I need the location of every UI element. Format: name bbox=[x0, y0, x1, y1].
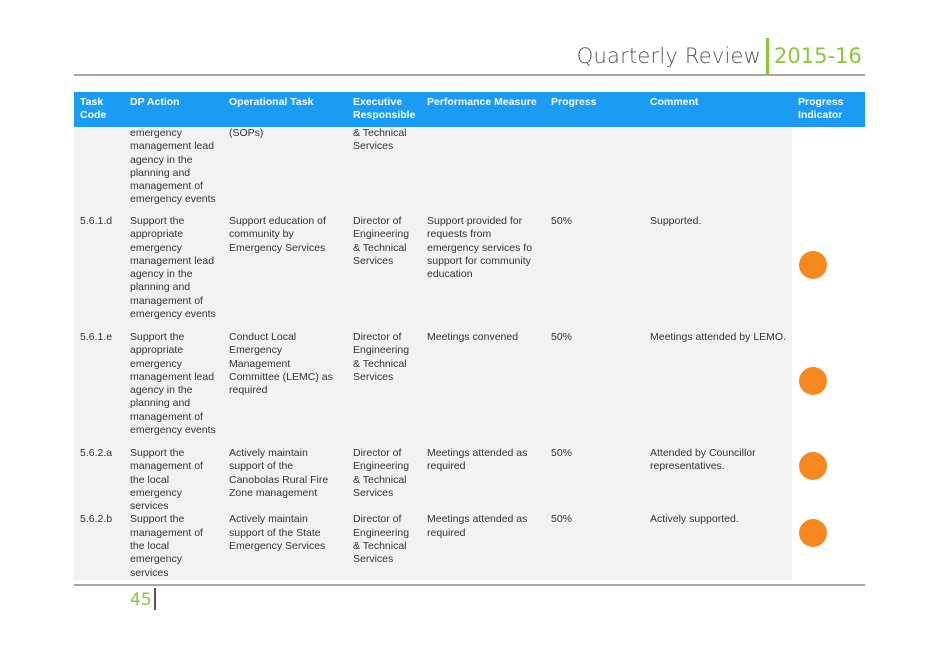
cell-comment: Supported. bbox=[644, 215, 792, 331]
cell-indicator bbox=[792, 215, 865, 331]
cell-indicator bbox=[792, 447, 865, 513]
cell-operational-task: Support education of community by Emergency Services bbox=[223, 215, 347, 331]
col-header-progress: Progress bbox=[545, 92, 644, 127]
cell-dp-action: emergency management lead agency in the planning and management of emergency events bbox=[124, 127, 223, 215]
cell-operational-task: Conduct Local Emergency Management Committee (LEMC) as required bbox=[223, 331, 347, 447]
table-row bbox=[74, 127, 865, 215]
cell-executive: Director of Engineering & Technical Services bbox=[347, 447, 421, 513]
cell-executive: Director of Engineering & Technical Services bbox=[347, 513, 421, 579]
review-table bbox=[74, 92, 865, 580]
page-number-divider bbox=[154, 588, 156, 610]
cell-dp-action: Support the appropriate emergency management lead agency in the planning and management of emergency events bbox=[124, 215, 223, 331]
col-header-task-code: Task Code bbox=[74, 92, 124, 127]
table-row bbox=[74, 215, 865, 331]
report-title: Quarterly Review bbox=[576, 44, 761, 68]
review-table-container bbox=[74, 92, 865, 580]
cell-executive: Director of Engineering & Technical Services bbox=[347, 331, 421, 447]
cell-task-code: 5.6.1.e bbox=[74, 331, 124, 447]
table-row bbox=[74, 331, 865, 447]
cell-dp-action: Support the management of the local emergency services bbox=[124, 447, 223, 513]
cell-operational-task: Actively maintain support of the State Emergency Services bbox=[223, 513, 347, 579]
cell-measure: Meetings attended as required bbox=[421, 513, 545, 579]
cell-task-code: 5.6.2.a bbox=[74, 447, 124, 513]
report-year: 2015-16 bbox=[774, 44, 862, 68]
cell-comment: Meetings attended by LEMO. bbox=[644, 331, 792, 447]
cell-measure: Meetings attended as required bbox=[421, 447, 545, 513]
header-divider bbox=[766, 38, 769, 76]
col-header-executive: Executive Responsible bbox=[347, 92, 421, 127]
cell-executive: Director of Engineering & Technical Services bbox=[347, 215, 421, 331]
cell-executive: & Technical Services bbox=[347, 127, 421, 215]
progress-indicator-dot bbox=[799, 519, 827, 547]
table-row bbox=[74, 513, 865, 579]
progress-indicator-dot bbox=[799, 251, 827, 279]
cell-task-code: 5.6.1.d bbox=[74, 215, 124, 331]
cell-indicator bbox=[792, 127, 865, 215]
cell-dp-action: Support the management of the local emergency services bbox=[124, 513, 223, 579]
cell-progress: 50% bbox=[545, 331, 644, 447]
cell-progress: 50% bbox=[545, 447, 644, 513]
cell-dp-action: Support the appropriate emergency management lead agency in the planning and management of emergency events bbox=[124, 331, 223, 447]
cell-indicator bbox=[792, 331, 865, 447]
cell-measure bbox=[421, 127, 545, 215]
progress-indicator-dot bbox=[799, 367, 827, 395]
cell-indicator bbox=[792, 513, 865, 579]
cell-task-code: 5.6.2.b bbox=[74, 513, 124, 579]
cell-measure: Meetings convened bbox=[421, 331, 545, 447]
page-number: 45 bbox=[130, 590, 152, 610]
cell-measure: Support provided for requests from emergency services fo support for community education bbox=[421, 215, 545, 331]
footer-rule bbox=[74, 584, 865, 586]
cell-task-code bbox=[74, 127, 124, 215]
header-rule bbox=[74, 74, 865, 76]
col-header-performance-measure: Performance Measure bbox=[421, 92, 545, 127]
cell-operational-task: Actively maintain support of the Canobolas Rural Fire Zone management bbox=[223, 447, 347, 513]
cell-progress: 50% bbox=[545, 513, 644, 579]
cell-comment: Actively supported. bbox=[644, 513, 792, 579]
col-header-operational-task: Operational Task bbox=[223, 92, 347, 127]
cell-comment: Attended by Councillor representatives. bbox=[644, 447, 792, 513]
cell-comment bbox=[644, 127, 792, 215]
cell-progress bbox=[545, 127, 644, 215]
progress-indicator-dot bbox=[799, 452, 827, 480]
col-header-progress-indicator: Progress Indicator bbox=[792, 92, 865, 127]
cell-progress: 50% bbox=[545, 215, 644, 331]
cell-operational-task: (SOPs) bbox=[223, 127, 347, 215]
table-header-row bbox=[74, 92, 865, 127]
col-header-dp-action: DP Action bbox=[124, 92, 223, 127]
table-row bbox=[74, 447, 865, 513]
col-header-comment: Comment bbox=[644, 92, 792, 127]
